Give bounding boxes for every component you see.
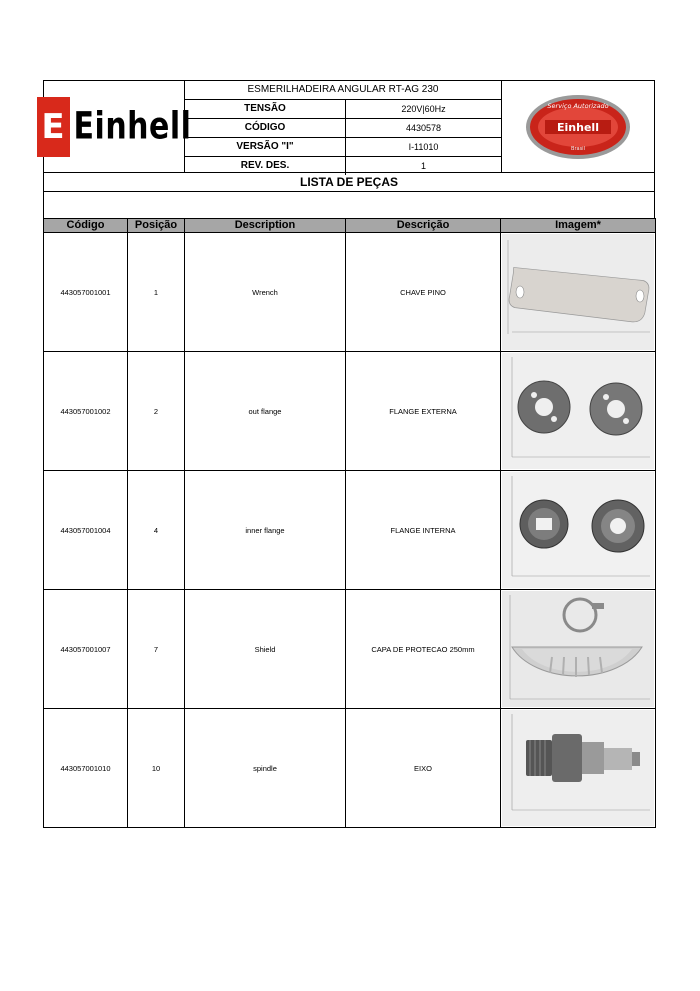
field-label: REV. DES.: [185, 157, 346, 175]
authorized-service-seal-icon: [501, 81, 654, 172]
field-label: TENSÃO: [185, 100, 346, 118]
field-row: [185, 157, 501, 175]
cell-description: out flange: [185, 352, 346, 471]
cell-pos: 10: [128, 709, 185, 828]
shield-photo-icon: [502, 591, 654, 707]
cell-descricao: CAPA DE PROTECAO 250mm: [346, 590, 501, 709]
cell-code: 443057001002: [44, 352, 128, 471]
svg-text:Serviço Autorizado: Serviço Autorizado: [547, 101, 609, 110]
table-row: [44, 471, 656, 590]
inner-flange-photo-icon: [502, 472, 654, 588]
svg-text:Brasil: Brasil: [571, 145, 585, 152]
cell-code: 443057001007: [44, 590, 128, 709]
table-header-row: [44, 219, 656, 233]
einhell-e-icon: E: [37, 97, 70, 157]
svg-text:Einhell: Einhell: [557, 120, 599, 134]
field-label: CÓDIGO: [185, 119, 346, 137]
cell-pos: 7: [128, 590, 185, 709]
cell-description: spindle: [185, 709, 346, 828]
table-row: [44, 233, 656, 352]
cell-code: 443057001010: [44, 709, 128, 828]
field-value: 4430578: [405, 123, 442, 133]
spindle-photo-icon: [502, 710, 654, 826]
section-title: LISTA DE PEÇAS: [43, 173, 655, 192]
cell-descricao: FLANGE INTERNA: [346, 471, 501, 590]
table-row: [44, 709, 656, 828]
field-value: 220V|60Hz: [401, 104, 446, 114]
cell-pos: 1: [128, 233, 185, 352]
product-title: ESMERILHADEIRA ANGULAR RT-AG 230: [185, 81, 501, 100]
cell-code: 443057001004: [44, 471, 128, 590]
field-row: [185, 100, 501, 119]
parts-table: [43, 218, 656, 828]
col-header-imagem: Imagem*: [501, 219, 656, 233]
cell-description: Shield: [185, 590, 346, 709]
parts-sheet: [43, 80, 655, 828]
cell-pos: 4: [128, 471, 185, 590]
einhell-logo: [41, 81, 192, 172]
col-header-description: Description: [185, 219, 346, 233]
cell-description: inner flange: [185, 471, 346, 590]
col-header-posicao: Posição: [128, 219, 185, 233]
field-value: I-11010: [408, 142, 439, 152]
cell-code: 443057001001: [44, 233, 128, 352]
table-row: [44, 352, 656, 471]
col-header-descricao: Descrição: [346, 219, 501, 233]
outer-flange-photo-icon: [502, 353, 654, 469]
cell-descricao: CHAVE PINO: [346, 233, 501, 352]
field-row: [185, 119, 501, 138]
cell-description: Wrench: [185, 233, 346, 352]
cell-descricao: FLANGE EXTERNA: [346, 352, 501, 471]
col-header-codigo: Código: [44, 219, 128, 233]
cell-descricao: EIXO: [346, 709, 501, 828]
cell-pos: 2: [128, 352, 185, 471]
field-label: VERSÃO "I": [185, 138, 346, 156]
header-block: [43, 80, 655, 173]
header-fields: [185, 81, 501, 172]
wrench-photo-icon: [502, 234, 654, 350]
spacer-row: [43, 192, 655, 218]
field-value: 1: [420, 161, 426, 171]
table-row: [44, 590, 656, 709]
field-row: [185, 138, 501, 157]
brand-word: Einhell: [73, 104, 192, 149]
